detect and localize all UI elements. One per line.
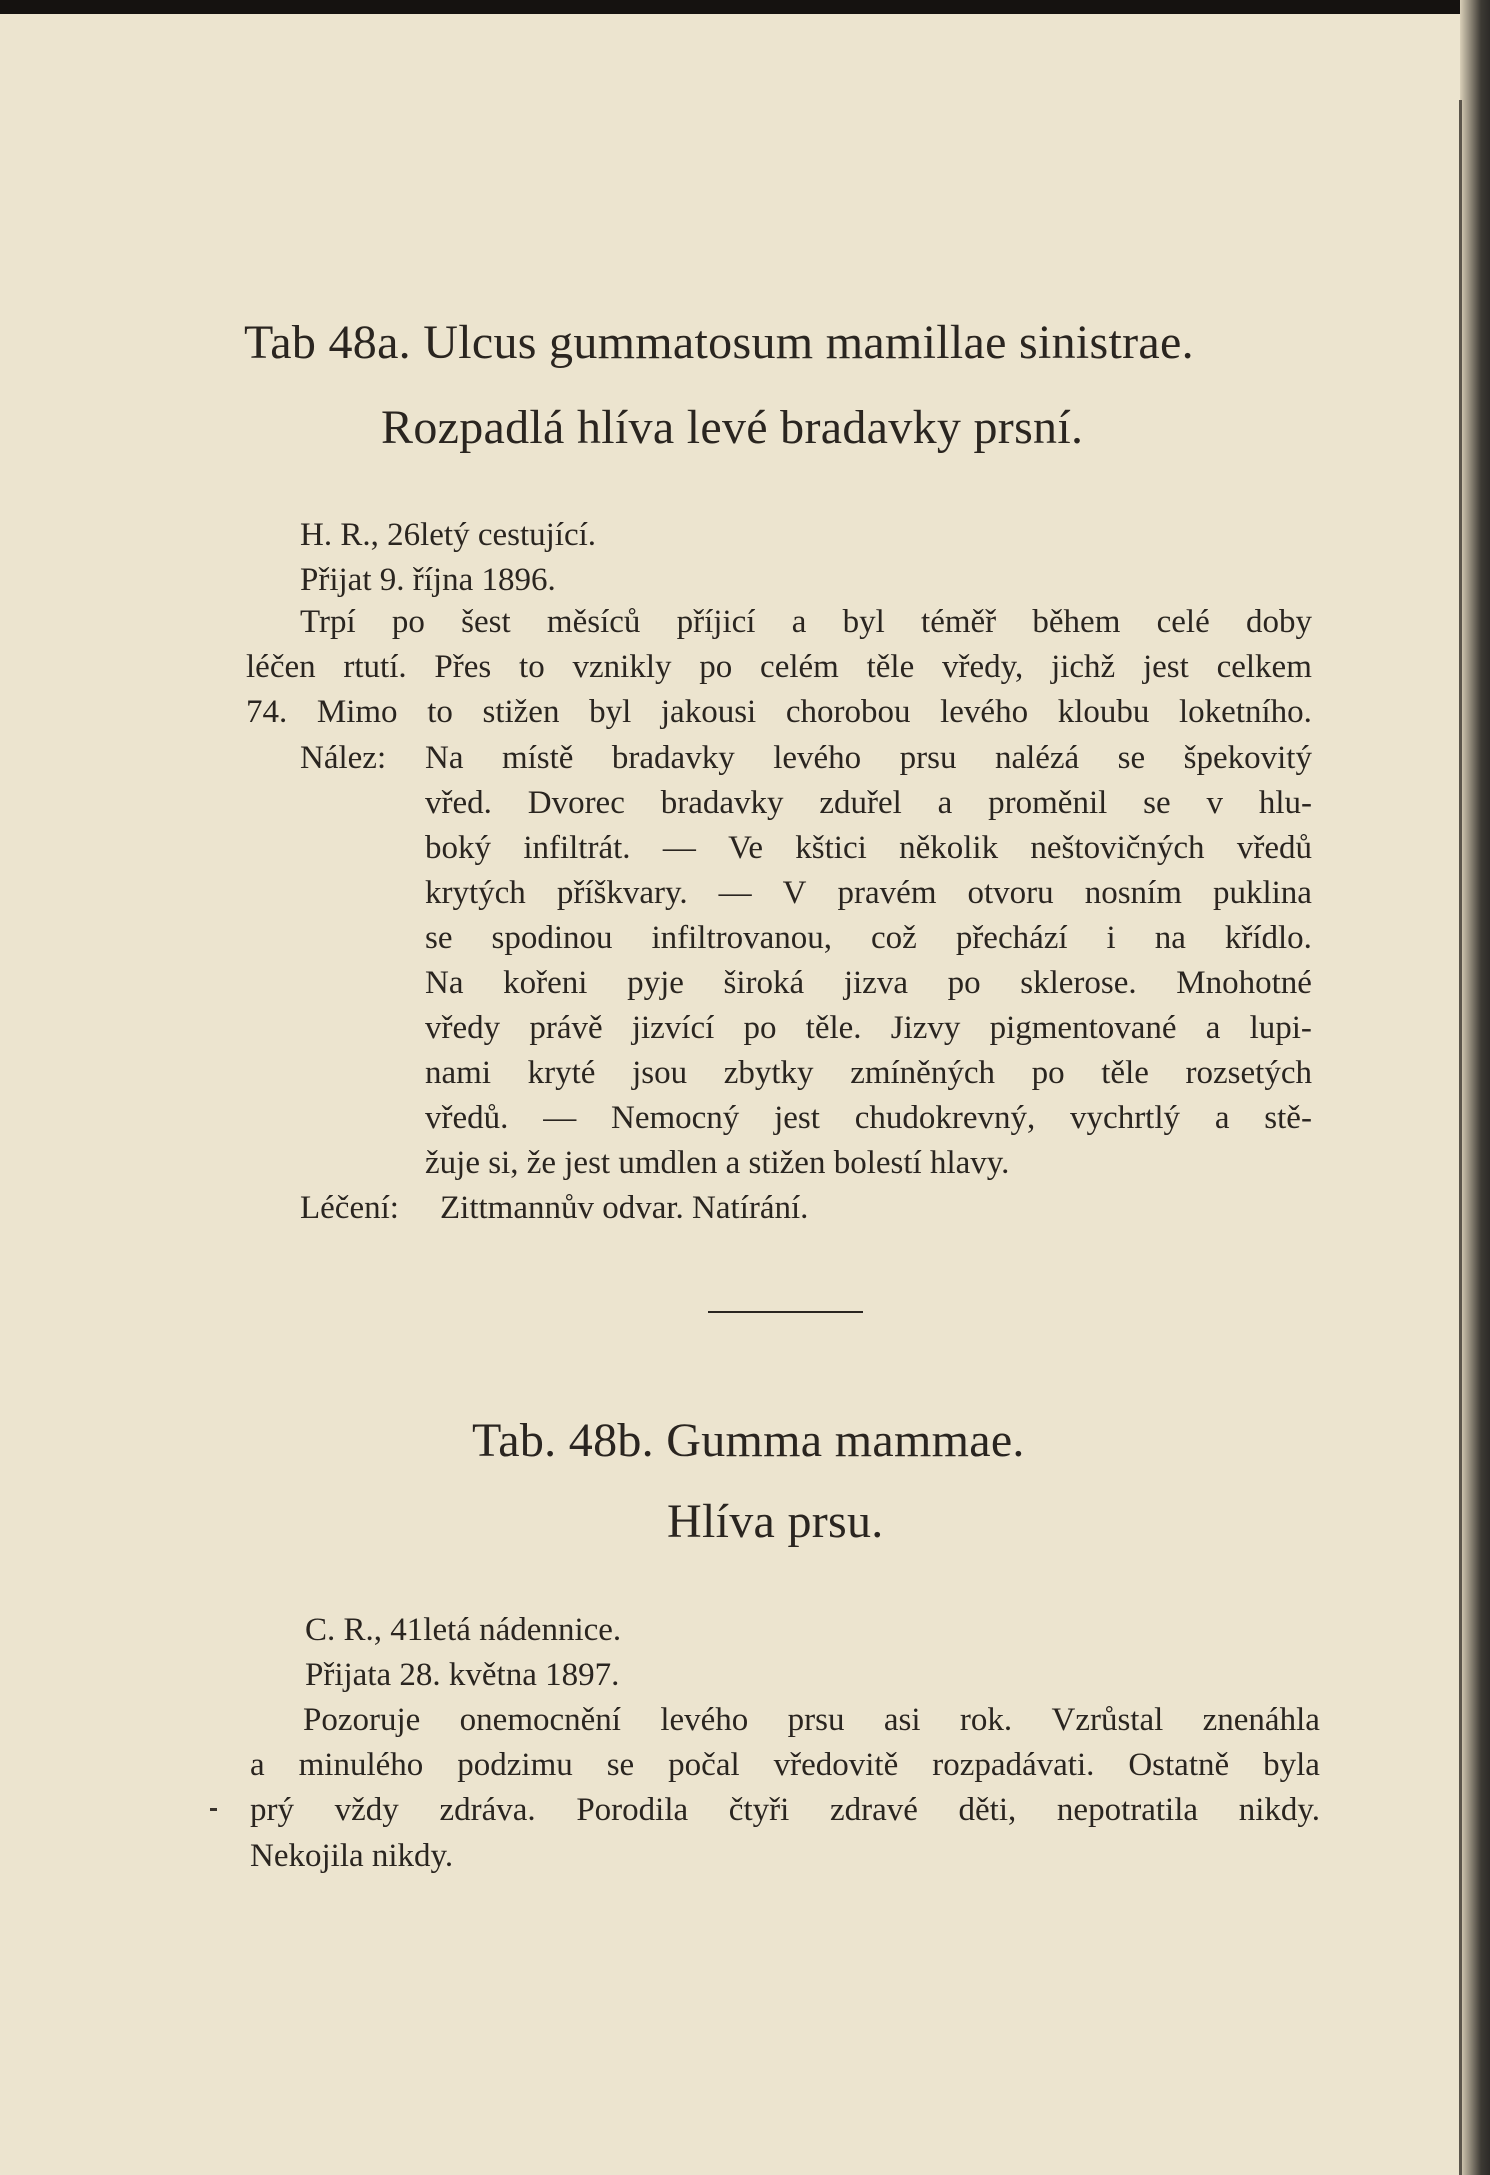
section-a-finding-line: [425, 1055, 1312, 1092]
section-b-history-line: [250, 1747, 1320, 1784]
word: těle: [866, 649, 915, 685]
word: lupi-: [1249, 1010, 1312, 1046]
word: Trpí: [300, 604, 356, 640]
word: děti,: [958, 1792, 1017, 1828]
section-a-treatment-label: Léčení:: [300, 1190, 399, 1226]
word: celé: [1156, 604, 1210, 640]
word: Vzrůstal: [1051, 1702, 1164, 1738]
word: sklerose.: [1020, 965, 1137, 1001]
section-a-finding-line: [425, 875, 1312, 912]
word: kořeni: [503, 965, 588, 1001]
word: Jizvy: [890, 1010, 961, 1046]
word: podzimu: [457, 1747, 573, 1783]
section-a-finding-line: [425, 920, 1312, 957]
word: nepotratila: [1056, 1792, 1199, 1828]
word: prsu: [787, 1702, 845, 1738]
word: místě: [501, 740, 574, 776]
section-a-finding-line: [425, 1100, 1312, 1137]
word: právě: [529, 1010, 603, 1046]
word: těle.: [805, 1010, 862, 1046]
word: V: [782, 875, 807, 911]
section-b-subtitle: Hlíva prsu.: [667, 1495, 884, 1548]
word: zdráva.: [439, 1792, 536, 1828]
word: jest: [774, 1100, 820, 1136]
section-a-history-line: [246, 694, 1312, 731]
word: zbytky: [723, 1055, 814, 1091]
scan-top-edge: [0, 0, 1490, 14]
word: prsu: [899, 740, 957, 776]
section-a-finding-label: Nález:: [300, 740, 387, 776]
word: jichž: [1051, 649, 1116, 685]
word: po: [1031, 1055, 1065, 1091]
word: —: [662, 830, 696, 866]
word: kryté: [527, 1055, 596, 1091]
word: vznikly: [572, 649, 672, 685]
word: rozsetých: [1185, 1055, 1312, 1091]
word: i: [1106, 920, 1116, 956]
word: zmíněných: [850, 1055, 995, 1091]
word: znenáhla: [1202, 1702, 1320, 1738]
word: šest: [461, 604, 511, 640]
word: levého: [660, 1702, 749, 1738]
word: Mimo: [316, 694, 398, 730]
word: minulého: [298, 1747, 424, 1783]
word: přechází: [955, 920, 1068, 956]
word: bradavky: [611, 740, 735, 776]
word: Porodila: [576, 1792, 689, 1828]
word: vždy: [334, 1792, 399, 1828]
word: vředy,: [942, 649, 1024, 685]
word: se: [1117, 740, 1146, 776]
word: v: [1206, 785, 1223, 821]
word: jsou: [632, 1055, 688, 1091]
word: proměnil: [988, 785, 1108, 821]
word: kloubu: [1057, 694, 1150, 730]
word: během: [1032, 604, 1121, 640]
word: vychrtlý: [1070, 1100, 1181, 1136]
word: boký: [425, 830, 491, 866]
word: vředovitě: [773, 1747, 899, 1783]
word: a: [791, 604, 807, 640]
word: Dvorec: [527, 785, 625, 821]
word: měsíců: [546, 604, 641, 640]
word: pravém: [837, 875, 937, 911]
word: široká: [723, 965, 805, 1001]
section-a-patient: H. R., 26letý cestující.: [300, 517, 597, 553]
word: rozpadávati.: [932, 1747, 1095, 1783]
section-a-title: Tab 48a. Ulcus gummatosum mamillae sinistrae.: [244, 316, 1194, 369]
word: hlu-: [1258, 785, 1312, 821]
word: nalézá: [994, 740, 1080, 776]
section-a-history-line: [246, 649, 1312, 686]
word: po: [947, 965, 981, 1001]
word: těle: [1101, 1055, 1149, 1091]
section-b-history-line: [250, 1792, 1320, 1829]
word: vřed.: [425, 785, 492, 821]
word: Na: [425, 965, 464, 1001]
word: na: [1154, 920, 1186, 956]
word: křídlo.: [1224, 920, 1312, 956]
word: po: [391, 604, 425, 640]
word: neštovičných: [1030, 830, 1205, 866]
word: asi: [883, 1702, 921, 1738]
word: příškvary.: [556, 875, 688, 911]
section-b-patient: C. R., 41letá nádennice.: [305, 1612, 622, 1648]
word: byl: [589, 694, 632, 730]
word: jest: [1142, 649, 1189, 685]
word: loketního.: [1179, 694, 1312, 730]
word: byl: [842, 604, 885, 640]
word: Ve: [728, 830, 763, 866]
word: po: [743, 1010, 777, 1046]
word: Na: [425, 740, 464, 776]
word: po: [699, 649, 733, 685]
word: Pozoruje: [303, 1702, 421, 1738]
word: a: [937, 785, 953, 821]
word: prý: [250, 1792, 294, 1828]
word: vředů: [1236, 830, 1312, 866]
word: příjicí: [676, 604, 756, 640]
word: onemocnění: [459, 1702, 621, 1738]
book-spine-edge: [1460, 0, 1490, 2175]
word: —: [543, 1100, 577, 1136]
word: nami: [425, 1055, 491, 1091]
section-a-finding-line: [425, 785, 1312, 822]
word: několik: [899, 830, 999, 866]
word: levého: [940, 694, 1029, 730]
word: 74.: [246, 694, 288, 730]
word: levého: [773, 740, 862, 776]
section-b-admitted: Přijata 28. května 1897.: [305, 1657, 620, 1693]
word: otvoru: [967, 875, 1054, 911]
word: pigmentované: [989, 1010, 1177, 1046]
section-b-history-line: [303, 1702, 1320, 1739]
ink-speck: [210, 1808, 217, 1811]
word: kštici: [795, 830, 867, 866]
word: spodinou: [491, 920, 613, 956]
section-a-finding-line: [425, 1010, 1312, 1047]
word: čtyři: [728, 1792, 790, 1828]
word: nikdy.: [1238, 1792, 1320, 1828]
word: bradavky: [660, 785, 784, 821]
section-a-history-line: [300, 604, 1312, 641]
word: infiltrovanou,: [651, 920, 833, 956]
word: a: [1214, 1100, 1230, 1136]
word: špekovitý: [1183, 740, 1312, 776]
word: to: [519, 649, 545, 685]
word: stižen: [482, 694, 560, 730]
word: doby: [1245, 604, 1312, 640]
section-a-finding-line: [425, 830, 1312, 867]
word: jizva: [843, 965, 908, 1001]
word: se: [606, 1747, 635, 1783]
section-a-subtitle: Rozpadlá hlíva levé bradavky prsní.: [381, 401, 1084, 454]
section-b-history-line: Nekojila nikdy.: [250, 1838, 454, 1874]
word: jakousi: [660, 694, 757, 730]
word: Mnohotné: [1176, 965, 1312, 1001]
word: počal: [668, 1747, 740, 1783]
word: Nemocný: [610, 1100, 740, 1136]
section-divider: [708, 1311, 863, 1313]
word: Ostatně: [1128, 1747, 1230, 1783]
word: chorobou: [785, 694, 911, 730]
word: a: [250, 1747, 265, 1783]
section-a-admitted: Přijat 9. října 1896.: [300, 562, 556, 598]
word: rok.: [959, 1702, 1013, 1738]
word: —: [718, 875, 752, 911]
section-a-finding-line: [425, 740, 1312, 777]
word: zdravé: [829, 1792, 918, 1828]
word: což: [871, 920, 917, 956]
section-b-title: Tab. 48b. Gumma mammae.: [472, 1414, 1025, 1467]
section-a-finding-line: [425, 965, 1312, 1002]
word: Přes: [434, 649, 492, 685]
word: stě-: [1264, 1100, 1312, 1136]
word: to: [427, 694, 453, 730]
word: chudokrevný,: [854, 1100, 1036, 1136]
section-a-treatment: Zittmannův odvar. Natírání.: [440, 1190, 809, 1226]
word: vředy: [425, 1010, 501, 1046]
word: celém: [760, 649, 839, 685]
word: vředů.: [425, 1100, 509, 1136]
word: se: [1143, 785, 1171, 821]
word: a: [1205, 1010, 1221, 1046]
word: puklina: [1212, 875, 1312, 911]
word: celkem: [1216, 649, 1312, 685]
word: krytých: [425, 875, 526, 911]
word: rtutí.: [343, 649, 407, 685]
word: léčen: [246, 649, 316, 685]
word: pyje: [627, 965, 684, 1001]
word: téměř: [921, 604, 997, 640]
page-edge-line: [1459, 100, 1462, 2175]
word: se: [425, 920, 453, 956]
word: byla: [1263, 1747, 1320, 1783]
word: zduřel: [819, 785, 902, 821]
word: infiltrát.: [523, 830, 631, 866]
section-a-finding-line: žuje si, že jest umdlen a stižen bolestí hlavy.: [425, 1145, 1010, 1181]
word: nosním: [1084, 875, 1182, 911]
word: jizvící: [631, 1010, 715, 1046]
